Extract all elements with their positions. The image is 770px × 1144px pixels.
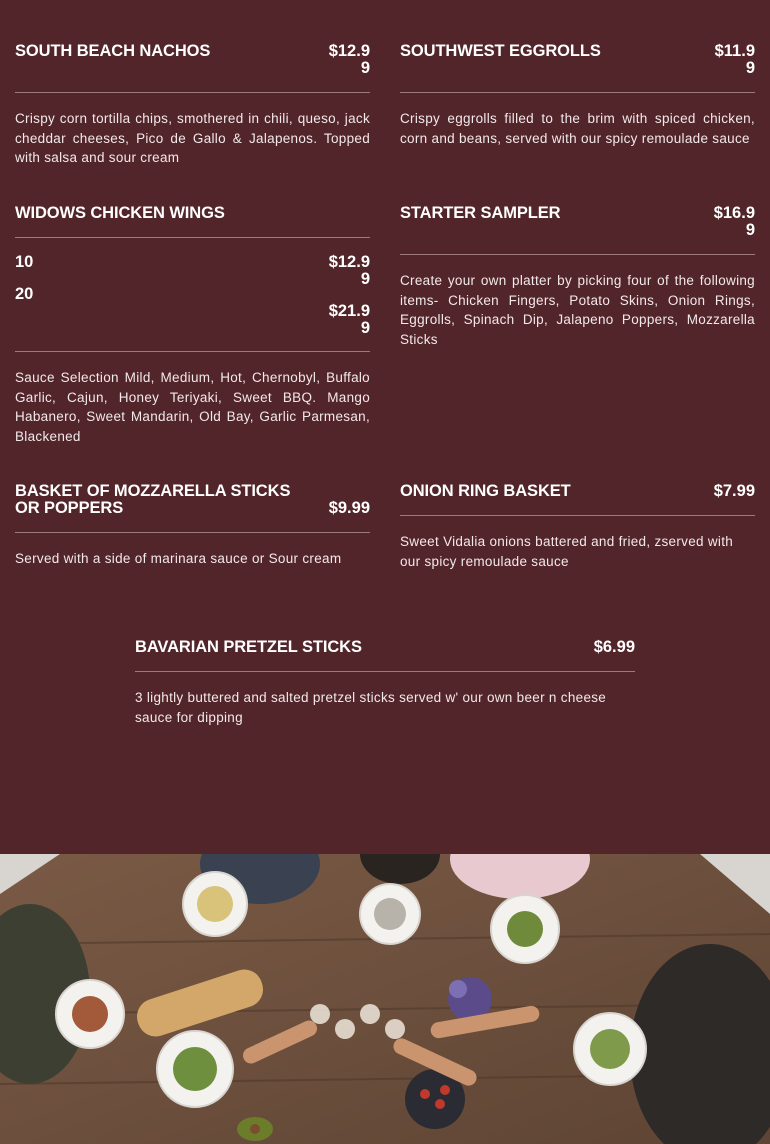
menu-item-price: $11.99 bbox=[714, 42, 755, 77]
menu-item-header bbox=[15, 483, 370, 533]
menu-item-bavarian-pretzel-sticks bbox=[135, 639, 635, 727]
menu-item-name: BASKET OF MOZZARELLA STICKS OR POPPERS bbox=[15, 482, 291, 517]
menu-item-price: $7.99 bbox=[713, 482, 755, 500]
menu-item-header bbox=[15, 43, 370, 93]
menu-item-price: $16.99 bbox=[713, 204, 755, 239]
menu-item-description: 3 lightly buttered and salted pretzel sticks served w' our own beer n cheese sauce for dipping bbox=[135, 690, 607, 725]
menu-item-price: $6.99 bbox=[593, 638, 635, 656]
dining-table-photo bbox=[0, 854, 770, 1144]
wings-size-label: 20 bbox=[15, 285, 34, 303]
wings-size-label: 10 bbox=[15, 253, 34, 271]
menu-item-description: Create your own platter by picking four of the following items- Chicken Fingers, Potato Skins, Onion Rings, Eggrolls, Spinach Dip, Jalapeno Poppers, Mozzarella Sticks bbox=[400, 273, 755, 347]
menu-item-name: SOUTHWEST EGGROLLS bbox=[400, 42, 601, 60]
menu-item-name: SOUTH BEACH NACHOS bbox=[15, 42, 211, 60]
menu-item-south-beach-nachos bbox=[15, 43, 370, 168]
menu-item-description: Crispy corn tortilla chips, smothered in chili, queso, jack cheddar cheeses, Pico de Gallo & Jalapenos. Topped with salsa and sour cream bbox=[15, 111, 370, 165]
menu-item-price: $9.99 bbox=[328, 499, 370, 517]
menu-item-price: $12.99 bbox=[328, 42, 370, 77]
menu-item-description: Sweet Vidalia onions battered and fried, zserved with our spicy remoulade sauce bbox=[400, 534, 734, 569]
menu-item-widows-chicken-wings bbox=[15, 205, 370, 446]
menu-item-starter-sampler bbox=[400, 205, 755, 349]
menu-item-name: STARTER SAMPLER bbox=[400, 204, 561, 222]
wings-size-options bbox=[15, 238, 370, 352]
menu-item-header bbox=[135, 639, 635, 672]
wings-size-price: $12.99 bbox=[328, 253, 370, 288]
menu-item-header bbox=[400, 483, 755, 516]
menu-item-header bbox=[400, 205, 755, 255]
menu-item-header bbox=[15, 205, 370, 238]
wings-size-price: $21.99 bbox=[328, 302, 370, 337]
menu-item-southwest-eggrolls bbox=[400, 43, 755, 148]
menu-item-name: ONION RING BASKET bbox=[400, 482, 571, 500]
menu-item-description: Sauce Selection Mild, Medium, Hot, Chernobyl, Buffalo Garlic, Cajun, Honey Teriyaki, Sweet BBQ. Mango Habanero, Sweet Mandarin, Old Bay, Garlic Parmesan, Blackened bbox=[15, 370, 370, 444]
menu-item-name: WIDOWS CHICKEN WINGS bbox=[15, 204, 225, 222]
menu-item-description: Crispy eggrolls filled to the brim with spiced chicken, corn and beans, served with our spicy remoulade sauce bbox=[400, 111, 755, 146]
menu-item-onion-ring-basket bbox=[400, 483, 755, 571]
menu-item-name: BAVARIAN PRETZEL STICKS bbox=[135, 638, 362, 656]
menu-item-mozzarella-sticks bbox=[15, 483, 370, 569]
menu-item-description: Served with a side of marinara sauce or Sour cream bbox=[15, 551, 342, 566]
menu-item-header bbox=[400, 43, 755, 93]
dining-scene-image bbox=[0, 854, 770, 1144]
